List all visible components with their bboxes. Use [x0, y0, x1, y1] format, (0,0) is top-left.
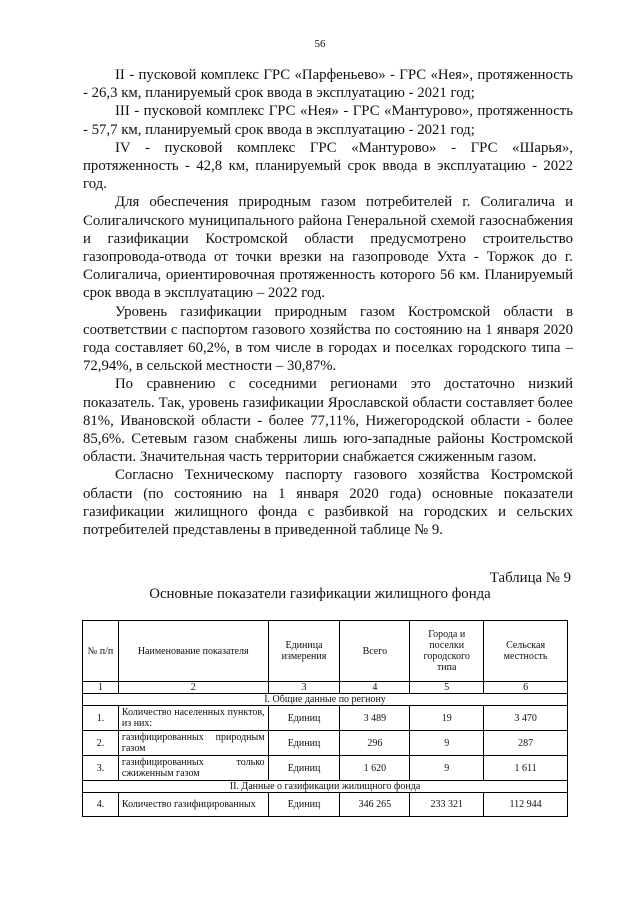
row-number: 4.: [83, 793, 119, 817]
table-header-row: [83, 621, 568, 682]
paragraph: III - пусковой комплекс ГРС «Нея» - ГРС «Мантурово», протяженность - 57,7 км, планируемый срок ввода в эксплуатацию - 2021 год;: [83, 103, 573, 138]
header-cell: Всего: [340, 621, 410, 682]
table-title: Основные показатели газификации жилищного фонда: [149, 586, 491, 602]
row-number: 1.: [83, 706, 119, 731]
gasification-table: [82, 620, 568, 817]
column-number: 2: [118, 682, 268, 694]
row-number: 2.: [83, 731, 119, 756]
column-number: 4: [340, 682, 410, 694]
column-number: 3: [268, 682, 340, 694]
rural-cell: 1 611: [484, 756, 568, 781]
table-row: [83, 756, 568, 781]
body-text: [83, 66, 573, 539]
unit-cell: Единиц: [268, 793, 340, 817]
column-number: 1: [83, 682, 119, 694]
total-cell: 346 265: [340, 793, 410, 817]
header-cell: Города и поселки городского типа: [410, 621, 484, 682]
unit-cell: Единиц: [268, 731, 340, 756]
column-number: 6: [484, 682, 568, 694]
column-number: 5: [410, 682, 484, 694]
header-cell: Единица измерения: [268, 621, 340, 682]
paragraph: II - пусковой комплекс ГРС «Парфеньево» - ГРС «Нея», протяженность - 26,3 км, планируемый срок ввода в эксплуатацию - 2021 год;: [83, 67, 573, 102]
indicator-name: газифицированных природным газом: [118, 731, 268, 756]
table-row: [83, 793, 568, 817]
urban-cell: 19: [410, 706, 484, 731]
table-row: [83, 706, 568, 731]
page-number: 56: [314, 38, 326, 50]
rural-cell: 3 470: [484, 706, 568, 731]
row-number: 3.: [83, 756, 119, 781]
header-cell: № п/п: [83, 621, 119, 682]
rural-cell: 112 944: [484, 793, 568, 817]
section-title: II. Данные о газификации жилищного фонда: [83, 781, 568, 793]
paragraph: Для обеспечения природным газом потребителей г. Солигалича и Солигаличского муниципального района Генеральной схемой газоснабжения и газификации Костромской области предусмотрено строительство газопровода-отвода от точки врезки на газопроводе Ухта - Торжок до г. Солигалича, ориентировочная протяженность которого 56 км. Планируемый срок ввода в эксплуатацию – 2022 год.: [83, 194, 573, 302]
urban-cell: 9: [410, 756, 484, 781]
header-cell: Наименование показателя: [118, 621, 268, 682]
unit-cell: Единиц: [268, 706, 340, 731]
paragraph: IV - пусковой комплекс ГРС «Мантурово» - ГРС «Шарья», протяженность - 42,8 км, планируемый срок ввода в эксплуатацию - 2022 год.: [83, 139, 573, 193]
paragraph: Уровень газификации природным газом Костромской области в соответствии с паспортом газового хозяйства по состоянию на 1 января 2020 года составляет 60,2%, в том числе в городах и поселках городского типа – 72,94%, в сельской местности – 30,87%.: [83, 303, 573, 375]
indicator-name: Количество газифицированных: [118, 793, 268, 817]
column-number-row: [83, 682, 568, 694]
total-cell: 296: [340, 731, 410, 756]
table-label: Таблица № 9: [489, 570, 571, 586]
indicator-name: Количество населенных пунктов, из них:: [118, 706, 268, 731]
rural-cell: 287: [484, 731, 568, 756]
indicator-name: газифицированных только сжиженным газом: [118, 756, 268, 781]
table-row: [83, 731, 568, 756]
unit-cell: Единиц: [268, 756, 340, 781]
section-row: [83, 781, 568, 793]
urban-cell: 233 321: [410, 793, 484, 817]
total-cell: 1 620: [340, 756, 410, 781]
paragraph: По сравнению с соседними регионами это достаточно низкий показатель. Так, уровень газификации Ярославской области составляет более 81%, Ивановской области - более 77,11%, Нижегородской области - более 85,6%. Сетевым газом снабжены лишь юго-западные районы Костромской области. Значительная часть территории снабжается сжиженным газом.: [83, 376, 573, 466]
section-row: [83, 694, 568, 706]
total-cell: 3 489: [340, 706, 410, 731]
header-cell: Сельская местность: [484, 621, 568, 682]
urban-cell: 9: [410, 731, 484, 756]
section-title: I. Общие данные по регнону: [83, 694, 568, 706]
paragraph: Согласно Техническому паспорту газового хозяйства Костромской области (по состоянию на 1 января 2020 года) основные показатели газификации жилищного фонда с разбивкой на городских и сельских потребителей представлены в приведенной таблице № 9.: [83, 467, 573, 539]
